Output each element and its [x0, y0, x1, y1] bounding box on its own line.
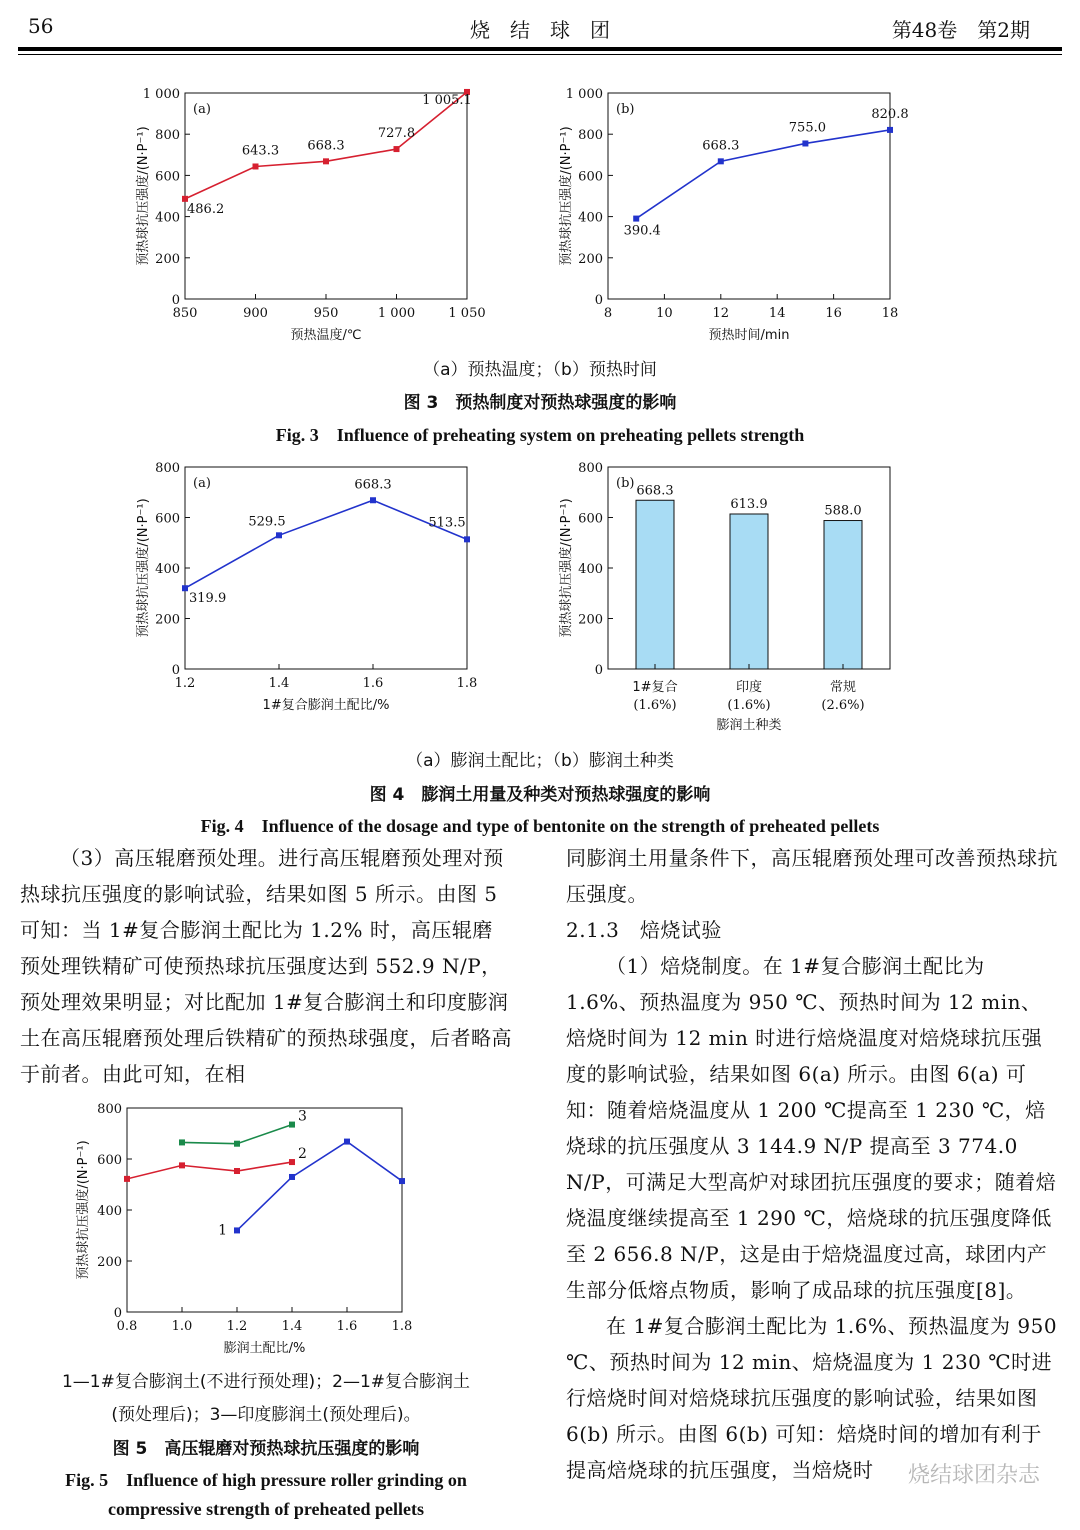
- plot-frame: [185, 467, 467, 669]
- x-tick-label: 900: [243, 306, 268, 321]
- data-point: [289, 1159, 295, 1165]
- journal-title: 烧 结 球 团: [470, 18, 610, 42]
- data-point: [394, 146, 400, 152]
- y-tick-label: 800: [97, 1102, 122, 1117]
- data-label: 668.3: [354, 477, 392, 493]
- data-label: 529.5: [248, 514, 286, 530]
- y-tick-label: 200: [155, 612, 180, 628]
- fig5-caption-en-1: Fig. 5 Influence of high pressure roller grinding on: [65, 1470, 467, 1490]
- x-tick-label: 1#复合: [632, 680, 678, 695]
- data-point: [179, 1162, 185, 1168]
- y-tick-label: 400: [578, 210, 603, 226]
- y-tick-label: 800: [155, 461, 180, 476]
- x-tick-label: 1.0: [171, 1319, 193, 1334]
- data-point: [399, 1178, 405, 1184]
- y-axis-label: 预热球抗压强度/(N·P⁻¹): [76, 1140, 91, 1280]
- data-label: 390.4: [623, 223, 661, 239]
- series-name-label: 3: [298, 1108, 307, 1125]
- x-axis-label: 预热时间/min: [708, 328, 790, 343]
- watermark: 烧结球团杂志: [907, 1463, 1040, 1488]
- header-rule-thin: [18, 54, 1062, 55]
- x-tick-label: 1.4: [268, 676, 290, 691]
- data-point: [464, 536, 470, 542]
- x-tick-label: 1.6: [336, 1319, 358, 1334]
- data-point: [887, 127, 893, 133]
- y-tick-label: 0: [594, 663, 603, 678]
- data-point: [718, 158, 724, 164]
- data-label: 486.2: [187, 201, 225, 217]
- y-tick-label: 600: [155, 511, 180, 527]
- data-point: [253, 163, 259, 169]
- plot-frame: [608, 93, 890, 299]
- series-line: [237, 1142, 402, 1231]
- x-tick-label: 1.2: [174, 676, 196, 691]
- series-name-label: 1: [218, 1222, 227, 1239]
- right-paragraph-2: 在 1#复合膨润土配比为 1.6%、预热温度为 950 ℃、预热时间为 12 min、焙烧温度为 1 230 ℃时进行焙烧时间对焙烧球抗压强度的影响试验，结果如图 6(b) 所示。由图 6(b) 可知：焙烧时间的增加有利于提高焙烧球的抗压强度，当焙烧时: [566, 1314, 1058, 1482]
- y-tick-label: 200: [578, 251, 603, 267]
- series-name-label: 2: [298, 1146, 307, 1163]
- data-point: [633, 216, 639, 222]
- y-tick-label: 400: [155, 210, 180, 226]
- series-line: [185, 500, 467, 588]
- data-label: 668.3: [636, 483, 674, 499]
- right-paragraph-continued: 同膨润土用量条件下，高压辊磨预处理可改善预热球抗压强度。: [566, 846, 1058, 906]
- data-point: [234, 1141, 240, 1147]
- y-tick-label: 800: [578, 461, 603, 476]
- right-paragraph-1: （1）焙烧制度。在 1#复合膨润土配比为 1.6%、预热温度为 950 ℃、预热时间为 12 min、焙烧时间为 12 min 时进行焙烧温度对焙烧球抗压强度的影响试验，结果如图 6(a) 所示。由图 6(a) 可知：随着焙烧温度从 1 200 ℃提高至 1 230 ℃，焙烧球的抗压强度从 3 144.9 N/P 提高至 3 774.0 N/P，可满足大型高炉对球团抗压强度的要求；随着焙烧温度继续提高至 1 290 ℃，焙烧球的抗压强度降低至 2 656.8 N/P，这是由于焙烧温度过高，球团内产生部分低熔点物质，影响了成品球的抗压强度[8]。: [566, 954, 1057, 1302]
- fig3a-chart: [130, 80, 510, 350]
- x-tick-label: 1 050: [448, 306, 486, 321]
- x-tick-label: 950: [313, 306, 339, 321]
- y-tick-label: 600: [155, 169, 180, 185]
- y-axis-label: 预热球抗压强度/(N·P⁻¹): [136, 126, 151, 266]
- x-tick-label: 印度: [735, 680, 763, 695]
- x-tick-label: 850: [172, 306, 198, 321]
- series-line: [636, 130, 890, 219]
- y-tick-label: 800: [155, 128, 180, 144]
- y-axis-label: 预热球抗压强度/(N·P⁻¹): [559, 498, 574, 638]
- fig3-subcaption: （a）预热温度；（b）预热时间: [423, 360, 657, 380]
- x-axis-label: 膨润土种类: [716, 718, 782, 733]
- fig5-legend-1: 1—1#复合膨润土(不进行预处理)；2—1#复合膨润土: [61, 1372, 471, 1392]
- y-tick-label: 1 000: [142, 87, 180, 102]
- bar: [824, 521, 862, 669]
- fig4-caption-cn: 图 4 膨润土用量及种类对预热球强度的影响: [369, 785, 711, 805]
- issue-info: 第48卷 第2期: [891, 18, 1030, 42]
- data-point: [323, 158, 329, 164]
- y-tick-label: 0: [113, 1306, 122, 1321]
- data-point: [234, 1168, 240, 1174]
- series-line: [127, 1162, 292, 1179]
- left-column: [20, 840, 512, 1092]
- data-point: [276, 532, 282, 538]
- y-tick-label: 200: [578, 612, 603, 628]
- y-axis-label: 预热球抗压强度/(N·P⁻¹): [559, 126, 574, 266]
- y-tick-label: 200: [97, 1255, 122, 1270]
- data-point: [289, 1174, 295, 1180]
- x-tick-sublabel: (1.6%): [727, 698, 771, 713]
- left-paragraph: （3）高压辊磨预处理。进行高压辊磨预处理对预热球抗压强度的影响试验，结果如图 5 所示。由图 5 可知：当 1#复合膨润土配比为 1.2% 时，高压辊磨预处理铁精矿可使预热球抗压强度达到 552.9 N/P，预处理效果明显；对比配加 1#复合膨润土和印度膨润土在高压辊磨预处理后铁精矿的预热球强度，后者略高于前者。由此可知，在相: [20, 846, 512, 1086]
- y-tick-label: 600: [97, 1153, 122, 1168]
- data-point: [289, 1122, 295, 1128]
- data-point: [179, 1139, 185, 1145]
- fig4b-chart: [550, 455, 930, 740]
- y-tick-label: 0: [171, 663, 180, 678]
- x-tick-label: 1.8: [391, 1319, 413, 1334]
- plot-frame: [127, 1108, 402, 1312]
- y-tick-label: 400: [578, 562, 603, 577]
- y-tick-label: 600: [578, 169, 603, 185]
- fig5-caption-cn: 图 5 高压辊磨对预热球抗压强度的影响: [112, 1439, 420, 1459]
- x-axis-label: 1#复合膨润土配比/%: [262, 698, 390, 713]
- x-tick-sublabel: (1.6%): [633, 698, 677, 713]
- right-column: [566, 840, 1060, 1488]
- data-label: 513.5: [428, 515, 466, 531]
- page-number: 56: [28, 14, 54, 38]
- fig3-caption-cn: 图 3 预热制度对预热球强度的影响: [403, 393, 677, 413]
- bar: [730, 514, 768, 669]
- x-axis-label: 膨润土配比/%: [223, 1341, 306, 1356]
- y-tick-label: 1 000: [565, 87, 603, 102]
- data-label: 668.3: [702, 138, 740, 154]
- fig3-caption-en: Fig. 3 Influence of preheating system on preheating pellets strength: [275, 425, 805, 445]
- fig3b-chart: [550, 80, 930, 350]
- y-tick-label: 0: [171, 293, 180, 308]
- x-tick-label: 14: [768, 306, 786, 321]
- data-label: 668.3: [307, 138, 345, 154]
- data-label: 588.0: [824, 503, 862, 519]
- fig5-caption-en-2: compressive strength of preheated pellets: [108, 1499, 424, 1519]
- x-axis-label: 预热温度/℃: [290, 328, 362, 343]
- y-tick-label: 400: [97, 1204, 122, 1219]
- x-tick-label: 1.6: [362, 676, 384, 691]
- fig5-chart: [70, 1095, 500, 1355]
- x-tick-label: 18: [881, 306, 899, 321]
- x-tick-label: 常规: [829, 680, 857, 695]
- section-heading: 2.1.3 焙烧试验: [566, 918, 722, 942]
- x-tick-label: 1.2: [226, 1319, 248, 1334]
- panel-label: (b): [616, 476, 635, 491]
- data-point: [124, 1176, 130, 1182]
- y-tick-label: 600: [578, 511, 603, 527]
- x-tick-label: 8: [603, 306, 613, 321]
- bar: [636, 500, 674, 669]
- data-point: [802, 140, 808, 146]
- data-point: [344, 1139, 350, 1145]
- x-tick-label: 12: [712, 306, 730, 321]
- data-label: 319.9: [189, 591, 227, 607]
- fig4-caption-en: Fig. 4 Influence of the dosage and type of bentonite on the strength of preheated pellets: [200, 816, 880, 836]
- data-label: 727.8: [377, 126, 416, 142]
- data-point: [234, 1227, 240, 1233]
- fig5-legend-2: (预处理后)；3—印度膨润土(预处理后)。: [111, 1405, 421, 1425]
- x-tick-label: 16: [825, 306, 842, 321]
- fig4a-chart: [130, 455, 510, 720]
- x-tick-label: 10: [656, 306, 673, 321]
- y-axis-label: 预热球抗压强度/(N·P⁻¹): [136, 498, 151, 638]
- x-tick-label: 1.8: [456, 676, 478, 691]
- panel-label: (b): [616, 102, 635, 117]
- data-point: [182, 585, 188, 591]
- y-tick-label: 800: [578, 128, 603, 144]
- data-label: 643.3: [241, 143, 280, 159]
- data-label: 755.0: [788, 120, 827, 136]
- data-label: 613.9: [730, 496, 768, 512]
- x-tick-label: 1.4: [281, 1319, 303, 1334]
- fig4-subcaption: （a）膨润土配比；（b）膨润土种类: [406, 751, 674, 771]
- data-point: [370, 497, 376, 503]
- plot-frame: [185, 93, 467, 299]
- data-label: 820.8: [871, 106, 909, 122]
- panel-label: (a): [193, 102, 211, 117]
- y-tick-label: 400: [155, 562, 180, 577]
- header-rule: [18, 47, 1062, 51]
- data-label: 1 005.1: [422, 92, 472, 108]
- panel-label: (a): [193, 476, 211, 491]
- y-tick-label: 200: [155, 251, 180, 267]
- x-tick-label: 0.8: [116, 1319, 138, 1334]
- x-tick-sublabel: (2.6%): [821, 698, 865, 713]
- x-tick-label: 1 000: [377, 306, 416, 321]
- y-tick-label: 0: [594, 293, 603, 308]
